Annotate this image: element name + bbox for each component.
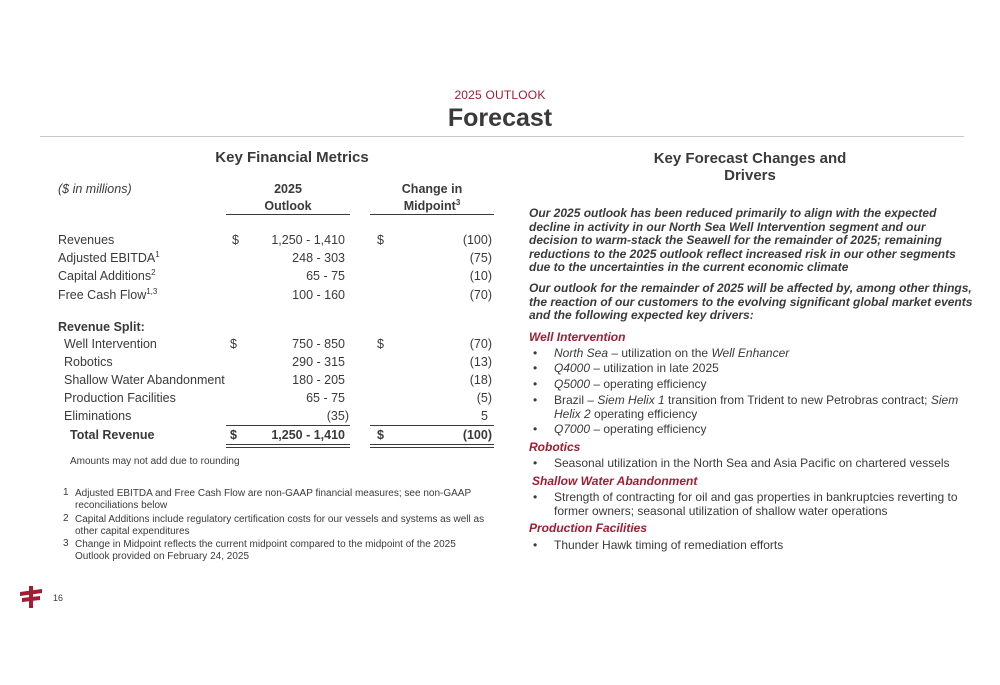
split-well-intervention-change-currency: $ [377,337,384,351]
row-ebitda-label: Adjusted EBITDA$^1$ [58,249,160,265]
row-revenues-label: Revenues [58,233,115,247]
col-change-line1: Change in [401,182,463,196]
footnote-1-number: 1 [63,487,69,498]
footnote-2-text: Capital Additions include regulatory certification costs for our vessels and systems as well as other capital expenditures [75,514,485,537]
total-double-rule-change-2 [370,447,494,448]
bullet-icon: • [533,456,538,470]
row-fcf-change: (70) [469,288,492,302]
key-financial-metrics-heading: Key Financial Metrics [215,149,369,166]
split-well-intervention-label: Well Intervention [64,337,157,351]
driver-heading-well-intervention: Well Intervention [529,330,626,344]
row-fcf-label: Free Cash Flow$^{1,3}$ [58,286,158,302]
col-outlook-rule [226,214,350,215]
split-swa-outlook: 180 - 205 [292,373,345,387]
bullet-icon: • [533,346,538,360]
total-revenue-label: Total Revenue [70,428,155,442]
helix-logo-icon [18,586,44,608]
split-robotics-outlook: 290 - 315 [292,355,345,369]
bullet-icon: • [533,490,538,504]
split-swa-change: (18) [469,373,492,387]
total-revenue-outlook: 1,250 - 1,410 [271,428,345,442]
total-revenue-change: (100) [462,428,492,442]
footnote-3-number: 3 [63,538,69,549]
driver-heading-shallow-water-abandonment: Shallow Water Abandonment [532,474,698,488]
footnote-2-number: 2 [63,513,69,524]
row-revenues-currency: $ [232,233,239,247]
col-change-rule [370,214,494,215]
total-double-rule-outlook-1 [226,444,350,445]
row-ebitda-change: (75) [469,251,492,265]
rounding-note: Amounts may not add due to rounding [70,456,240,467]
total-top-rule-change [370,425,494,426]
split-eliminations-label: Eliminations [64,409,132,423]
bullet-brazil: • Brazil – Siem Helix 1 transition from Trident to new Petrobras contract; Siem Helix 2 operating efficiency [533,393,959,421]
bullet-icon: • [533,361,538,375]
total-top-rule-outlook [226,425,350,426]
title-divider [40,136,964,137]
col-change-line2: Midpoint$^3$ [403,197,461,213]
col-outlook-year: 2025 [274,182,302,196]
driver-heading-robotics: Robotics [529,440,581,454]
row-revenues-outlook: 1,250 - 1,410 [271,233,345,247]
heading-line-2: Drivers [724,167,776,184]
bullet-shallow-water: • Strength of contracting for oil and gas properties in bankruptcies reverting to former owners; seasonal utilization of shallow water operations [533,490,958,518]
total-revenue-currency: $ [230,428,237,442]
split-well-intervention-change: (70) [469,337,492,351]
split-well-intervention-outlook: 750 - 850 [292,337,345,351]
total-double-rule-change-1 [370,444,494,445]
split-production-facilities-label: Production Facilities [64,391,176,405]
col-outlook-label: Outlook [264,199,312,213]
bullet-north-sea: • North Sea – utilization on the Well Enhancer [533,346,790,360]
row-fcf-outlook: 100 - 160 [292,288,345,302]
page-title: Forecast [447,104,553,132]
bullet-icon: • [533,538,538,552]
row-revenues-change-currency: $ [377,233,384,247]
outlook-paragraph-2: Our outlook for the remainder of 2025 will be affected by, among other things, the reaction of our customers to the evolving significant global market events and the following expected key drivers: [529,281,973,322]
driver-heading-production-facilities: Production Facilities [529,521,648,535]
row-revenues-change: (100) [462,233,492,247]
heading-line-1: Key Forecast Changes and [653,150,847,167]
footnote-3-text: Change in Midpoint reflects the current midpoint compared to the midpoint of the 2025 Outlook provided on February 24, 2025 [75,539,456,562]
bullet-icon: • [533,377,538,391]
row-ebitda-outlook: 248 - 303 [292,251,345,265]
split-production-facilities-change: (5) [476,391,492,405]
revenue-split-label: Revenue Split: [58,320,145,334]
bullet-icon: • [533,393,538,407]
key-forecast-changes-heading [600,150,900,184]
row-capex-change: (10) [469,269,492,283]
bullet-q7000: • Q7000 – operating efficiency [533,422,707,436]
units-label: ($ in millions) [58,182,132,196]
total-double-rule-outlook-2 [226,447,350,448]
bullet-robotics: • Seasonal utilization in the North Sea and Asia Pacific on chartered vessels [533,456,950,470]
split-swa-label: Shallow Water Abandonment [64,373,225,387]
outlook-paragraph-1: Our 2025 outlook has been reduced primarily to align with the expected decline in activity in our North Sea Well Intervention segment and our decision to warm-stack the Seawell for the remainder of 2025; remaining reductions to the 2025 outlook reflect increased risk in our other segments due to the uncertainties in the current economic climate [529,206,956,274]
page-number: 16 [53,593,64,603]
bullet-production-facilities: • Thunder Hawk timing of remediation efforts [533,538,784,552]
split-production-facilities-outlook: 65 - 75 [306,391,345,405]
split-eliminations-outlook: (35) [326,409,349,423]
bullet-icon: • [533,422,538,436]
row-capex-outlook: 65 - 75 [306,269,345,283]
bullet-q5000: • Q5000 – operating efficiency [533,377,707,391]
split-robotics-change: (13) [469,355,492,369]
split-eliminations-change: 5 [481,409,488,423]
row-capex-label: Capital Additions$^2$ [58,267,156,283]
split-well-intervention-currency: $ [230,337,237,351]
total-revenue-change-currency: $ [377,428,384,442]
bullet-q4000: • Q4000 – utilization in late 2025 [533,361,719,375]
split-robotics-label: Robotics [64,355,113,369]
footnote-1-text: Adjusted EBITDA and Free Cash Flow are non-GAAP financial measures; see non-GAAP reconciliations below [75,488,471,511]
section-eyebrow: 2025 OUTLOOK [454,88,546,102]
